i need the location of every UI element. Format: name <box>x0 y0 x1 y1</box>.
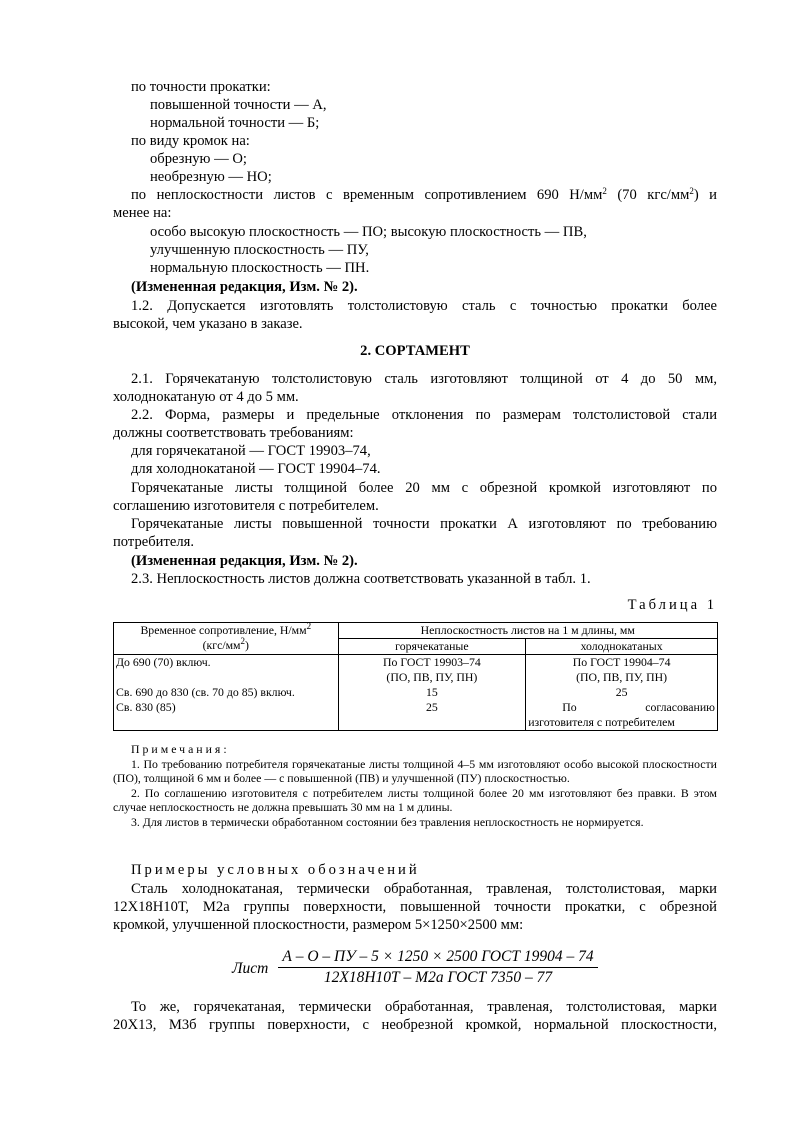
text-line: обрезную — О; <box>150 151 247 167</box>
text-line: для горячекатаной — ГОСТ 19903–74, <box>131 443 371 459</box>
text-line: 1.2. Допускается изготовлять толстолистовую сталь с точностью прокатки более <box>131 298 717 314</box>
table-cell: 15 <box>338 685 526 700</box>
note-item: 3. Для листов в термически обработанном состоянии без травления неплоскостность не нормируется. <box>131 814 644 829</box>
text-line: соглашению изготовителя с потребителем. <box>113 498 379 514</box>
table-row <box>114 685 718 700</box>
table-cell: По ГОСТ 19903–74 (ПО, ПВ, ПУ, ПН) <box>338 655 526 686</box>
text-line: То же, горячекатаная, термически обработанная, травленая, толстолистовая, марки <box>131 999 717 1015</box>
table-cell: 25 <box>526 685 718 700</box>
text-line: нормальной точности — Б; <box>150 115 320 131</box>
text-line: 2.3. Неплоскостность листов должна соответствовать указанной в табл. 1. <box>131 571 591 587</box>
text-line: 2.1. Горячекатаную толстолистовую сталь изготовляют толщиной от 4 до 50 мм, <box>131 371 717 387</box>
text-line: Горячекатаные листы толщиной более 20 мм с обрезной кромкой изготовляют по <box>131 480 717 496</box>
formula-fraction <box>278 948 598 987</box>
text-line: по точности прокатки: <box>131 79 271 95</box>
revision-note: (Измененная редакция, Изм. № 2). <box>131 279 358 295</box>
text-line: по виду кромок на: <box>131 133 250 149</box>
text-line: нормальную плоскостность — ПН. <box>150 260 370 276</box>
text-line: улучшенную плоскостность — ПУ, <box>150 242 369 258</box>
table-row <box>114 655 718 686</box>
text-line: 2.2. Форма, размеры и предельные отклонения по размерам толстолистовой стали <box>131 407 717 423</box>
revision-note: (Измененная редакция, Изм. № 2). <box>131 553 358 569</box>
text-line: по неплоскостности листов с временным сопротивлением 690 $Н/мм^2$ (70 кгс/$мм^2$) и <box>131 186 717 203</box>
table-row <box>114 700 718 731</box>
note-item: 1. По требованию потребителя горячекатаные листы толщиной 4–5 мм изготовляют особо высокой плоскостности (ПО), толщиной 6 мм и более — с повышенной (ПВ) и улучшенной (ПУ) плоскостностью. <box>113 756 717 786</box>
formula-numerator: А – О – ПУ – 5 × 1250 × 2500 ГОСТ 19904 – 74 <box>278 948 598 968</box>
note-item: 2. По соглашению изготовителя с потребителем листы толщиной более 20 мм изготовляют без правки. В этом случае неплоскостность не должна превышать 30 мм на 1 м длины. <box>113 785 717 815</box>
formula-label: Лист <box>232 960 269 977</box>
text-line: высокой, чем указано в заказе. <box>113 316 303 332</box>
table-cell: До 690 (70) включ. <box>114 655 339 686</box>
table-cell: По согласованию изготовителя с потребителем <box>526 700 718 731</box>
table-cell: Св. 830 (85) <box>114 700 339 731</box>
text-line: холоднокатаную от 4 до 5 мм. <box>113 389 299 405</box>
table-header-cell: Временное сопротивление, $Н/мм^2$ $(кгс/мм^2)$ <box>114 623 339 655</box>
text-line: должны соответствовать требованиям: <box>113 425 354 441</box>
text-line: повышенной точности — А, <box>150 97 327 113</box>
table-header-cell: Неплоскостность листов на 1 м длины, мм <box>338 623 717 639</box>
text-line: необрезную — НО; <box>150 169 272 185</box>
text-line: 12Х18Н10Т, М2а группы поверхности, повышенной точности прокатки, с обрезной <box>113 899 717 915</box>
table-header-cell: холоднокатаных <box>526 639 718 655</box>
notes-block <box>113 742 717 830</box>
text-line: кромкой, улучшенной плоскостности, размером 5×1250×2500 мм: <box>113 917 524 933</box>
flatness-table <box>113 622 718 731</box>
formula-denominator: 12Х18Н10Т – М2а ГОСТ 7350 – 77 <box>323 969 553 986</box>
text-line: для холоднокатаной — ГОСТ 19904–74. <box>131 461 381 477</box>
text-line: менее на: <box>113 205 172 221</box>
section-heading: 2. СОРТАМЕНТ <box>360 343 470 359</box>
table-cell: Св. 690 до 830 (св. 70 до 85) включ. <box>114 685 339 700</box>
text-line: Горячекатаные листы повышенной точности прокатки А изготовляют по требованию <box>131 516 717 532</box>
table-header-cell: горячекатаные <box>338 639 526 655</box>
text-line: потребителя. <box>113 534 194 550</box>
text-line: 20Х13, М3б группы поверхности, с необрезной кромкой, нормальной плоскостности, <box>113 1017 717 1033</box>
text-line: Сталь холоднокатаная, термически обработанная, травленая, толстолистовая, марки <box>131 881 717 897</box>
text-line: особо высокую плоскостность — ПО; высокую плоскостность — ПВ, <box>150 224 587 240</box>
examples-title: Примеры условных обозначений <box>131 862 420 878</box>
table-header-row <box>114 623 718 639</box>
notes-title: Примечания: <box>131 742 230 756</box>
table-cell: 25 <box>338 700 526 731</box>
table-title: Таблица 1 <box>627 597 717 613</box>
table-cell: По ГОСТ 19904–74 (ПО, ПВ, ПУ, ПН) <box>526 655 718 686</box>
